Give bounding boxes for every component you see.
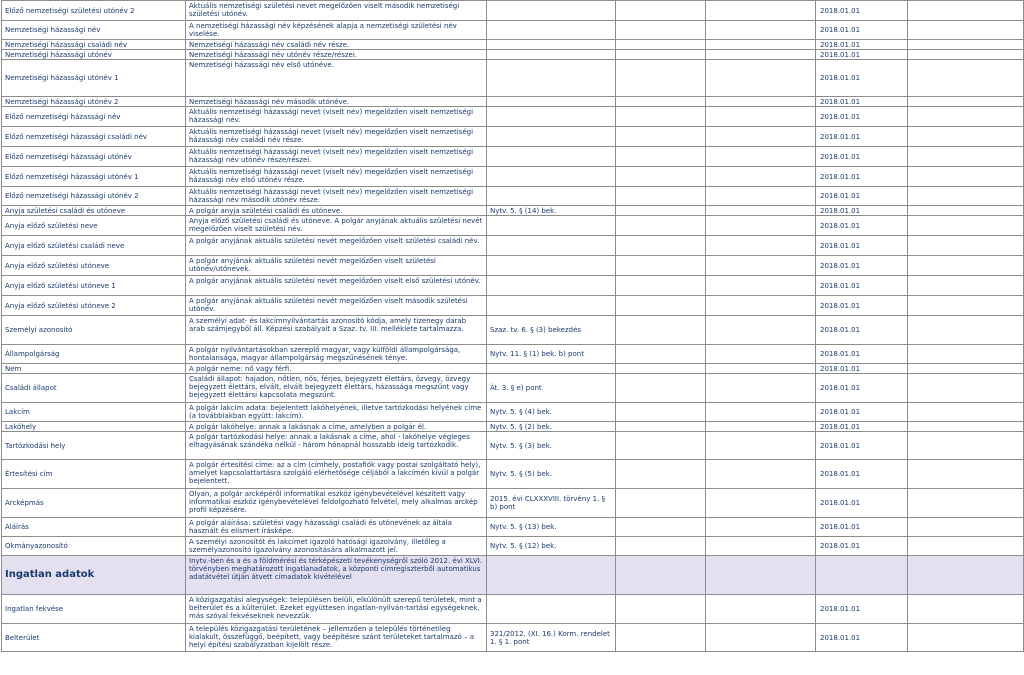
legal-basis-cell (487, 97, 616, 107)
empty-cell (706, 236, 816, 256)
description-cell: A polgár lakóhelye: annak a lakásnak a címe, amelyben a polgár él. (186, 422, 487, 432)
effective-date-cell: 2018.01.01 (816, 624, 908, 652)
effective-date-cell: 2018.01.01 (816, 432, 908, 460)
description-cell: Nemzetiségi házassági név utónév része/részei. (186, 50, 487, 60)
empty-cell (616, 107, 706, 127)
description-cell: Aktuális nemzetiségi házassági nevet (viselt név) megelőzően viselt nemzetiségi házassági név első utónév része. (186, 167, 487, 187)
field-name-cell: Anyja előző születési utóneve 1 (2, 276, 186, 296)
empty-cell (616, 624, 706, 652)
field-name-cell: Személyi azonosító (2, 316, 186, 345)
field-name-cell: Nem (2, 364, 186, 374)
field-name-cell: Előző nemzetiségi születési utónév 2 (2, 1, 186, 21)
description-cell: A polgár értesítési címe: az a cím (címhely, postafiók vagy postai szolgáltató hely), amelyet kapcsolattartásra szolgáló elérhetősége céljából a lakcímén kívül a polgár bejelentett. (186, 460, 487, 489)
empty-cell (706, 422, 816, 432)
empty-cell (706, 316, 816, 345)
legal-basis-cell: Nytv. 5. § (12) bek. (487, 537, 616, 556)
table-row (2, 403, 1024, 422)
description-cell: A személyi azonosítót és lakcímet igazoló hatósági igazolvány, illetőleg a személyazonosító igazolvány azonosítására alkalmazott jel. (186, 537, 487, 556)
field-name-cell: Nemzetiségi házassági utónév 1 (2, 60, 186, 97)
effective-date-cell: 2018.01.01 (816, 316, 908, 345)
empty-cell (908, 537, 1024, 556)
table-row (2, 595, 1024, 624)
legal-basis-cell: Nytv. 5. § (5) bek. (487, 460, 616, 489)
empty-cell (616, 316, 706, 345)
table-row (2, 374, 1024, 403)
effective-date-cell: 2018.01.01 (816, 127, 908, 147)
empty-cell (706, 296, 816, 316)
effective-date-cell: 2018.01.01 (816, 276, 908, 296)
field-name-cell: Állampolgárság (2, 345, 186, 364)
empty-cell (908, 460, 1024, 489)
empty-cell (908, 374, 1024, 403)
legal-basis-cell (487, 364, 616, 374)
table-body (2, 1, 1024, 652)
legal-basis-cell (487, 296, 616, 316)
table-row (2, 206, 1024, 216)
description-cell: A polgár anyjának aktuális születési nevét megelőzően viselt második születési utónév. (186, 296, 487, 316)
legal-basis-cell (487, 127, 616, 147)
description-cell: Aktuális nemzetiségi házassági nevet (viselt név) megelőzően viselt nemzetiségi házassági név. (186, 107, 487, 127)
legal-basis-cell (487, 1, 616, 21)
field-name-cell: Lakcím (2, 403, 186, 422)
empty-cell (706, 345, 816, 364)
legal-basis-cell: Nytv. 5. § (2) bek. (487, 422, 616, 432)
legal-basis-cell (487, 256, 616, 276)
table-row (2, 276, 1024, 296)
empty-cell (706, 556, 816, 595)
empty-cell (706, 60, 816, 97)
field-name-cell: Előző nemzetiségi házassági utónév 1 (2, 167, 186, 187)
effective-date-cell: 2018.01.01 (816, 518, 908, 537)
empty-cell (616, 167, 706, 187)
empty-cell (908, 21, 1024, 40)
empty-cell (908, 364, 1024, 374)
empty-cell (908, 276, 1024, 296)
effective-date-cell: 2018.01.01 (816, 403, 908, 422)
description-cell: Inytv.-ben és a és a földmérési és térképészeti tevékenységről szóló 2012. évi XLVI. törvényben meghatározott ingatlanadatok, a központi címregiszterből automatikus adatátvétel útján átvett címadatok kivételével (186, 556, 487, 595)
empty-cell (616, 276, 706, 296)
table-row (2, 537, 1024, 556)
empty-cell (706, 21, 816, 40)
effective-date-cell: 2018.01.01 (816, 1, 908, 21)
description-cell: A polgár anyjának aktuális születési nevét megelőzően viselt születési családi név. (186, 236, 487, 256)
empty-cell (908, 1, 1024, 21)
effective-date-cell: 2018.01.01 (816, 537, 908, 556)
table-row (2, 432, 1024, 460)
table-row (2, 460, 1024, 489)
empty-cell (616, 147, 706, 167)
empty-cell (706, 432, 816, 460)
effective-date-cell (816, 556, 908, 595)
legal-basis-cell (487, 60, 616, 97)
empty-cell (616, 127, 706, 147)
description-cell: A polgár anyja születési családi és utóneve. (186, 206, 487, 216)
empty-cell (908, 216, 1024, 236)
description-cell: Aktuális nemzetiségi házassági nevet (viselt név) megelőzően viselt nemzetiségi házassági név családi név része. (186, 127, 487, 147)
empty-cell (706, 624, 816, 652)
legal-basis-cell (487, 21, 616, 40)
effective-date-cell: 2018.01.01 (816, 595, 908, 624)
legal-basis-cell (487, 107, 616, 127)
effective-date-cell: 2018.01.01 (816, 296, 908, 316)
table-row (2, 364, 1024, 374)
field-name-cell: Nemzetiségi házassági név (2, 21, 186, 40)
legal-basis-cell: 321/2012. (XI. 16.) Korm. rendelet 1. § 1. pont (487, 624, 616, 652)
legal-basis-cell (487, 167, 616, 187)
table-row (2, 216, 1024, 236)
table-row (2, 236, 1024, 256)
description-cell: Nemzetiségi házassági név első utónéve. (186, 60, 487, 97)
legal-basis-cell: 2015. évi CLXXXVIII. törvény 1. § b) pont (487, 489, 616, 518)
empty-cell (706, 107, 816, 127)
empty-cell (908, 518, 1024, 537)
empty-cell (908, 345, 1024, 364)
field-name-cell: Előző nemzetiségi házassági családi név (2, 127, 186, 147)
effective-date-cell: 2018.01.01 (816, 40, 908, 50)
empty-cell (908, 256, 1024, 276)
empty-cell (908, 187, 1024, 206)
empty-cell (616, 1, 706, 21)
empty-cell (616, 422, 706, 432)
description-cell: Nemzetiségi házassági név második utónéve. (186, 97, 487, 107)
effective-date-cell: 2018.01.01 (816, 147, 908, 167)
empty-cell (706, 364, 816, 374)
table-row (2, 21, 1024, 40)
empty-cell (616, 40, 706, 50)
table-row (2, 147, 1024, 167)
legal-basis-cell: Nytv. 5. § (3) bek. (487, 432, 616, 460)
effective-date-cell: 2018.01.01 (816, 60, 908, 97)
field-name-cell: Előző nemzetiségi házassági utónév (2, 147, 186, 167)
effective-date-cell: 2018.01.01 (816, 345, 908, 364)
field-name-cell: Anyja születési családi és utóneve (2, 206, 186, 216)
table-row (2, 167, 1024, 187)
empty-cell (908, 206, 1024, 216)
data-table (1, 0, 1024, 652)
empty-cell (908, 624, 1024, 652)
table-row (2, 127, 1024, 147)
field-name-cell: Ingatlan adatok (2, 556, 186, 595)
table-row (2, 296, 1024, 316)
empty-cell (706, 1, 816, 21)
table-row (2, 97, 1024, 107)
empty-cell (706, 40, 816, 50)
table-row (2, 60, 1024, 97)
field-name-cell: Ingatlan fekvése (2, 595, 186, 624)
field-name-cell: Nemzetiségi házassági utónév 2 (2, 97, 186, 107)
legal-basis-cell (487, 40, 616, 50)
description-cell: A polgár aláírása: születési vagy házassági családi és utónevének az általa használt és elismert írásképe. (186, 518, 487, 537)
empty-cell (908, 50, 1024, 60)
field-name-cell: Tartózkodási hely (2, 432, 186, 460)
description-cell: Anyja előző születési családi és utóneve. A polgár anyjának aktuális születési nevét megelőzően viselt születési név. (186, 216, 487, 236)
field-name-cell: Lakóhely (2, 422, 186, 432)
description-cell: Olyan, a polgár arcképéről informatikai eszköz igénybevételével készített vagy informatikai eszköz igénybevételével feldolgozható felvétel, mely alkalmas arckép profil képzésére. (186, 489, 487, 518)
effective-date-cell: 2018.01.01 (816, 256, 908, 276)
legal-basis-cell: Nytv. 5. § (14) bek. (487, 206, 616, 216)
legal-basis-cell (487, 556, 616, 595)
table-row (2, 422, 1024, 432)
description-cell: A település közigazgatási területének – jellemzően a település történetileg kialakult, összefüggő, beépített, vagy beépítésre szánt területeket tartalmazó – a helyi építési szabályzatban kijelölt része. (186, 624, 487, 652)
empty-cell (616, 256, 706, 276)
description-cell: A személyi adat- és lakcímnyilvántartás azonosító kódja, amely tizenegy darab arab számjegyből áll. Képzési szabályait a Szaz. tv. III. melléklete tartalmazza. (186, 316, 487, 345)
table-row (2, 345, 1024, 364)
legal-basis-cell: Szaz. tv. 6. § (3) bekezdés (487, 316, 616, 345)
empty-cell (908, 167, 1024, 187)
empty-cell (616, 595, 706, 624)
empty-cell (616, 403, 706, 422)
empty-cell (908, 422, 1024, 432)
legal-basis-cell: Nytv. 5. § (13) bek. (487, 518, 616, 537)
effective-date-cell: 2018.01.01 (816, 460, 908, 489)
empty-cell (908, 60, 1024, 97)
description-cell: Aktuális nemzetiségi házassági nevet (viselt név) megelőzően viselt nemzetiségi házassági név utónév része/részei. (186, 147, 487, 167)
empty-cell (706, 147, 816, 167)
effective-date-cell: 2018.01.01 (816, 364, 908, 374)
effective-date-cell: 2018.01.01 (816, 216, 908, 236)
field-name-cell: Okmányazonosító (2, 537, 186, 556)
empty-cell (908, 107, 1024, 127)
empty-cell (616, 537, 706, 556)
empty-cell (908, 40, 1024, 50)
empty-cell (908, 316, 1024, 345)
table-row (2, 40, 1024, 50)
empty-cell (706, 256, 816, 276)
description-cell: A nemzetiségi házassági név képzésének alapja a nemzetiségi születési név viselése. (186, 21, 487, 40)
table-row (2, 624, 1024, 652)
empty-cell (706, 374, 816, 403)
field-name-cell: Nemzetiségi házassági utónév (2, 50, 186, 60)
legal-basis-cell (487, 595, 616, 624)
empty-cell (616, 296, 706, 316)
empty-cell (616, 216, 706, 236)
empty-cell (616, 556, 706, 595)
empty-cell (706, 537, 816, 556)
empty-cell (706, 489, 816, 518)
empty-cell (616, 432, 706, 460)
table-row (2, 1, 1024, 21)
effective-date-cell: 2018.01.01 (816, 422, 908, 432)
empty-cell (908, 296, 1024, 316)
description-cell: A polgár nyilvántartásokban szereplő magyar, vagy külföldi állampolgársága, hontalansága, magyar állampolgárság megszűnésének ténye. (186, 345, 487, 364)
effective-date-cell: 2018.01.01 (816, 167, 908, 187)
empty-cell (908, 595, 1024, 624)
effective-date-cell: 2018.01.01 (816, 107, 908, 127)
field-name-cell: Anyja előző születési családi neve (2, 236, 186, 256)
empty-cell (706, 216, 816, 236)
effective-date-cell: 2018.01.01 (816, 187, 908, 206)
effective-date-cell: 2018.01.01 (816, 21, 908, 40)
legal-basis-cell (487, 187, 616, 206)
effective-date-cell: 2018.01.01 (816, 236, 908, 256)
description-cell: A polgár neme: nő vagy férfi. (186, 364, 487, 374)
description-cell: A közigazgatási alegységek: településen belüli, elkülönült szerepű területek, mint a belterület és a külterület. Ezeket együttesen ingatlan-nyilván-tartási egységeknek, más szóval fekvéseknek nevezzük. (186, 595, 487, 624)
empty-cell (908, 489, 1024, 518)
empty-cell (616, 364, 706, 374)
empty-cell (616, 206, 706, 216)
description-cell: Aktuális nemzetiségi születési nevet megelőzően viselt második nemzetiségi születési utónév. (186, 1, 487, 21)
empty-cell (706, 595, 816, 624)
table-row (2, 50, 1024, 60)
table-row (2, 107, 1024, 127)
legal-basis-cell (487, 276, 616, 296)
field-name-cell: Értesítési cím (2, 460, 186, 489)
legal-basis-cell: Nytv. 5. § (4) bek. (487, 403, 616, 422)
description-cell: Nemzetiségi házassági név családi név része. (186, 40, 487, 50)
field-name-cell: Anyja előző születési neve (2, 216, 186, 236)
effective-date-cell: 2018.01.01 (816, 50, 908, 60)
description-cell: Családi állapot: hajadon, nőtlen, nős, férjes, bejegyzett élettárs, özvegy, özvegy bejegyzett élettárs, elvált, elvált bejegyzett élettárs, házassága megszűnt vagy bejegyzett élettársi kapcsolata megszűnt. (186, 374, 487, 403)
empty-cell (616, 187, 706, 206)
empty-cell (616, 60, 706, 97)
empty-cell (706, 97, 816, 107)
effective-date-cell: 2018.01.01 (816, 489, 908, 518)
table-row (2, 489, 1024, 518)
field-name-cell: Előző nemzetiségi házassági név (2, 107, 186, 127)
effective-date-cell: 2018.01.01 (816, 374, 908, 403)
empty-cell (706, 50, 816, 60)
empty-cell (616, 21, 706, 40)
description-cell: A polgár anyjának aktuális születési nevét megelőzően viselt születési utónév/utónevek. (186, 256, 487, 276)
empty-cell (706, 127, 816, 147)
empty-cell (616, 489, 706, 518)
empty-cell (706, 460, 816, 489)
field-name-cell: Arcképmás (2, 489, 186, 518)
empty-cell (908, 236, 1024, 256)
empty-cell (616, 460, 706, 489)
legal-basis-cell (487, 236, 616, 256)
field-name-cell: Nemzetiségi házassági családi név (2, 40, 186, 50)
empty-cell (706, 403, 816, 422)
field-name-cell: Előző nemzetiségi házassági utónév 2 (2, 187, 186, 206)
field-name-cell: Anyja előző születési utóneve (2, 256, 186, 276)
empty-cell (908, 556, 1024, 595)
empty-cell (616, 97, 706, 107)
effective-date-cell: 2018.01.01 (816, 206, 908, 216)
empty-cell (616, 374, 706, 403)
description-cell: A polgár lakcím adata: bejelentett lakóhelyének, illetve tartózkodási helyének címe (a továbbiakban együtt: lakcím). (186, 403, 487, 422)
empty-cell (908, 97, 1024, 107)
empty-cell (706, 518, 816, 537)
table-row (2, 256, 1024, 276)
legal-basis-cell: Nytv. 11. § (1) bek. b) pont (487, 345, 616, 364)
empty-cell (908, 403, 1024, 422)
empty-cell (706, 167, 816, 187)
empty-cell (908, 147, 1024, 167)
empty-cell (706, 206, 816, 216)
field-name-cell: Aláírás (2, 518, 186, 537)
table-row (2, 187, 1024, 206)
empty-cell (908, 432, 1024, 460)
empty-cell (616, 50, 706, 60)
description-cell: A polgár anyjának aktuális születési nevét megelőzően viselt első születési utónév. (186, 276, 487, 296)
section-row (2, 556, 1024, 595)
legal-basis-cell: Át. 3. § e) pont (487, 374, 616, 403)
table-row (2, 316, 1024, 345)
legal-basis-cell (487, 216, 616, 236)
field-name-cell: Anyja előző születési utóneve 2 (2, 296, 186, 316)
legal-basis-cell (487, 50, 616, 60)
empty-cell (616, 236, 706, 256)
table-row (2, 518, 1024, 537)
empty-cell (908, 127, 1024, 147)
empty-cell (616, 345, 706, 364)
empty-cell (706, 187, 816, 206)
field-name-cell: Belterület (2, 624, 186, 652)
field-name-cell: Családi állapot (2, 374, 186, 403)
empty-cell (706, 276, 816, 296)
description-cell: A polgár tartózkodási helye: annak a lakásnak a címe, ahol - lakóhelye végleges elhagyásának szándéka nélkül - három hónapnál hosszabb ideig tartózkodik. (186, 432, 487, 460)
description-cell: Aktuális nemzetiségi házassági nevet (viselt név) megelőzően viselt nemzetiségi házassági név második utónév része. (186, 187, 487, 206)
empty-cell (616, 518, 706, 537)
legal-basis-cell (487, 147, 616, 167)
effective-date-cell: 2018.01.01 (816, 97, 908, 107)
